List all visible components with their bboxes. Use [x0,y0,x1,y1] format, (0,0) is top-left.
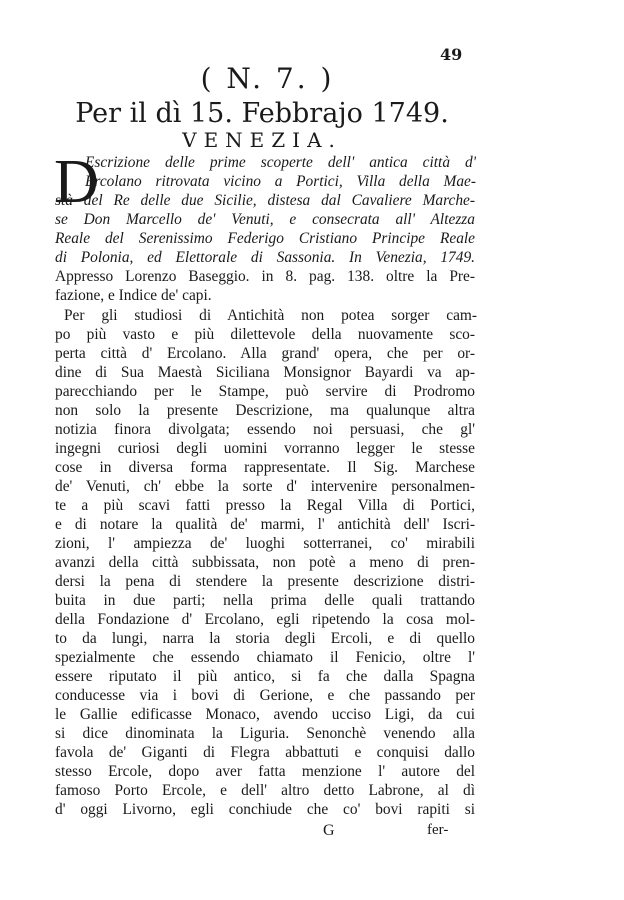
body-line: dersi la pena di stendere la presente descrizione distri- [55,573,475,590]
entry-line: Appresso Lorenzo Baseggio. in 8. pag. 138. oltre la Pre- [55,268,475,285]
body-line: de' Venuti, ch' ebbe la sorte d' intervenire personalmen- [55,478,475,495]
entry-line: Reale del Serenissimo Federigo Cristiano Principe Reale [55,230,475,247]
entry-title-line: Ercolano ritrovata vicino a Portici, Villa della Mae- [85,173,476,190]
body-line: perta città d' Ercolano. Alla grand' opera, che per or- [55,345,475,362]
body-line: si dice dinominata la Liguria. Senonchè venendo alla [55,725,475,742]
body-line: essere riputato il più antico, si fa che dalla Spagna [55,668,475,685]
drop-cap: D [54,148,99,216]
body-line: famoso Porto Ercole, e dell' altro detto Labrone, al dì [55,782,475,799]
page-number: 49 [440,45,463,64]
entry-line: stà del Re delle due Sicilie, distesa dal Cavaliere Marche- [55,192,475,209]
entry-line: di Polonia, ed Elettorale di Sassonia. In Venezia, 1749. [55,249,475,266]
issue-number: ( N. 7. ) [200,62,335,95]
body-line: spezialmente che essendo chiamato il Fenicio, oltre l' [55,649,475,666]
body-line: po più vasto e più dilettevole della nuovamente sco- [55,326,475,343]
entry-line: fazione, e Indice de' capi. [55,287,212,304]
body-line: della Fondazione d' Ercolano, egli ripetendo la cosa mol- [55,611,475,628]
entry-line: se Don Marcello de' Venuti, e consecrata all' Altezza [55,211,475,228]
body-line: zioni, l' ampiezza de' luoghi sotterranei, co' mirabili [55,535,475,552]
body-line: avanzi della città subbissata, non potè a meno di pren- [55,554,475,571]
body-line: conducesse via i bovi di Gerione, e che passando per [55,687,475,704]
signature-mark: G [323,822,335,839]
body-line: te a più scavi fatti presso la Regal Villa di Portici, [55,497,475,514]
body-line: buita in due parti; nella prima delle quali trattando [55,592,475,609]
body-line: to da lungi, narra la storia degli Ercoli, e di quello [55,630,475,647]
body-line: cose in diversa forma rappresentate. Il Sig. Marchese [55,459,475,476]
body-line: stesso Ercole, dopo aver fatta menzione l' autore del [55,763,475,780]
city-heading: VENEZIA. [182,128,342,152]
body-line: parecchiando per le Stampe, può servire di Prodromo [55,383,475,400]
body-line: non solo la presente Descrizione, ma qualunque altra [55,402,475,419]
catchword: fer- [427,822,449,838]
body-line: notizia finora divolgata; essendo noi persuasi, che gl' [55,421,475,438]
body-line: favola de' Giganti di Flegra abbattuti e conquisi dallo [55,744,475,761]
body-line: e di notare la qualità de' marmi, l' antichità dell' Iscri- [55,516,475,533]
body-line: ingegni curiosi degli uomini vorranno legger le stesse [55,440,475,457]
date-heading: Per il dì 15. Febbrajo 1749. [75,98,449,129]
body-line: d' oggi Livorno, egli conchiude che co' bovi rapiti si [55,801,475,818]
body-line: dine di Sua Maestà Siciliana Monsignor Bayardi va ap- [55,364,475,381]
body-line: Per gli studiosi di Antichità non potea sorger cam- [64,307,477,324]
body-line: le Gallie edificasse Monaco, avendo ucciso Ligi, da cui [55,706,475,723]
entry-title-line: Escrizione delle prime scoperte dell' antica città d' [85,154,476,171]
